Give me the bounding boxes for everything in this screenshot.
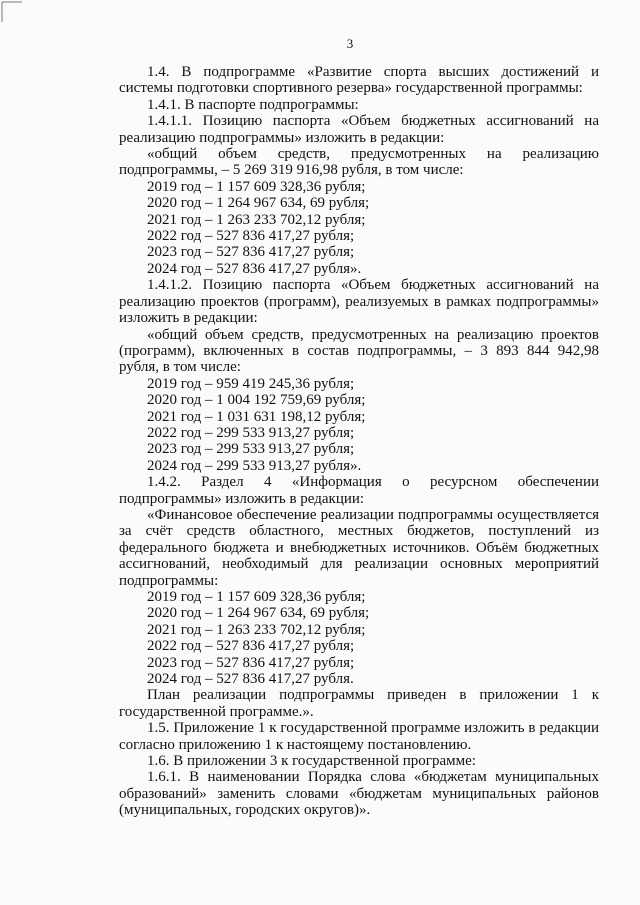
year-line: 2021 год – 1 263 233 702,12 рубля; [147,211,366,228]
year-line: 2020 год – 1 004 192 759,69 рубля; [147,392,366,409]
year-line: 2023 год – 527 836 417,27 рубля; [147,654,355,671]
paragraph-1-4: 1.4. В подпрограмме «Развитие спорта высших достижений и системы подготовки спортивного резерва» государственной программы: [119,64,599,97]
year-line: 2024 год – 527 836 417,27 рубля. [147,671,354,688]
year-line: 2019 год – 1 157 609 328,36 рубля; [147,589,366,605]
year-line: 2024 год – 527 836 417,27 рубля». [147,260,362,277]
year-line: 2020 год – 1 264 967 634, 69 рубля; [147,195,370,212]
paragraph-1-4-1-1: 1.4.1.1. Позицию паспорта «Объем бюджетных ассигнований на реализацию подпрограммы» изложить в редакции: [119,113,599,146]
document-body [119,64,599,819]
quote-total-projects: «общий объем средств, предусмотренных на реализацию проектов (программ), включенных в состав подпрограммы, – 3 893 844 942,98 рубля, в том числе: [119,326,599,376]
paragraph-1-4-1-2: 1.4.1.2. Позицию паспорта «Объем бюджетных ассигнований на реализацию проектов (программ), реализуемых в рамках подпрограммы» изложить в редакции: [119,277,599,327]
scan-corner-mark [0,0,40,40]
year-line: 2022 год – 527 836 417,27 рубля; [147,638,355,655]
paragraph-1-6: 1.6. В приложении 3 к государственной программе: [147,753,476,770]
year-line: 2024 год – 299 533 913,27 рубля». [147,457,362,474]
year-line: 2023 год – 527 836 417,27 рубля; [147,244,355,261]
year-line: 2019 год – 959 419 245,36 рубля; [147,375,355,392]
year-line: 2022 год – 527 836 417,27 рубля; [147,228,355,245]
paragraph-1-5: 1.5. Приложение 1 к государственной программе изложить в редакции согласно приложению 1 к настоящему постановлению. [119,720,599,753]
year-line: 2019 год – 1 157 609 328,36 рубля; [147,178,366,195]
paragraph-1-4-2: 1.4.2. Раздел 4 «Информация о ресурсном обеспечении подпрограммы» изложить в редакции: [119,474,599,507]
year-line: 2021 год – 1 031 631 198,12 рубля; [147,408,366,425]
year-line: 2021 год – 1 263 233 702,12 рубля; [147,621,366,638]
quote-financing: «Финансовое обеспечение реализации подпрограммы осуществляется за счёт средств областного, местных бюджетов, поступлений из федерального бюджета и внебюджетных источников. Объём бюджетных ассигнований, необходимый для реализации основных мероприятий подпрограммы: [119,506,599,589]
year-line: 2023 год – 299 533 913,27 рубля; [147,441,355,458]
paragraph-1-6-1: 1.6.1. В наименовании Порядка слова «бюджетам муниципальных образований» заменить словами «бюджетам муниципальных районов (муниципальных, городских округов)». [119,769,599,819]
paragraph-1-4-1: 1.4.1. В паспорте подпрограммы: [147,96,359,113]
paragraph-plan: План реализации подпрограммы приведен в приложении 1 к государственной программе.». [119,687,599,720]
quote-total-subprogram: «общий объем средств, предусмотренных на реализацию подпрограммы, – 5 269 319 916,98 рубля, в том числе: [119,146,599,179]
year-line: 2020 год – 1 264 967 634, 69 рубля; [147,605,370,622]
year-line: 2022 год – 299 533 913,27 рубля; [147,424,355,441]
page-number: 3 [346,36,354,51]
